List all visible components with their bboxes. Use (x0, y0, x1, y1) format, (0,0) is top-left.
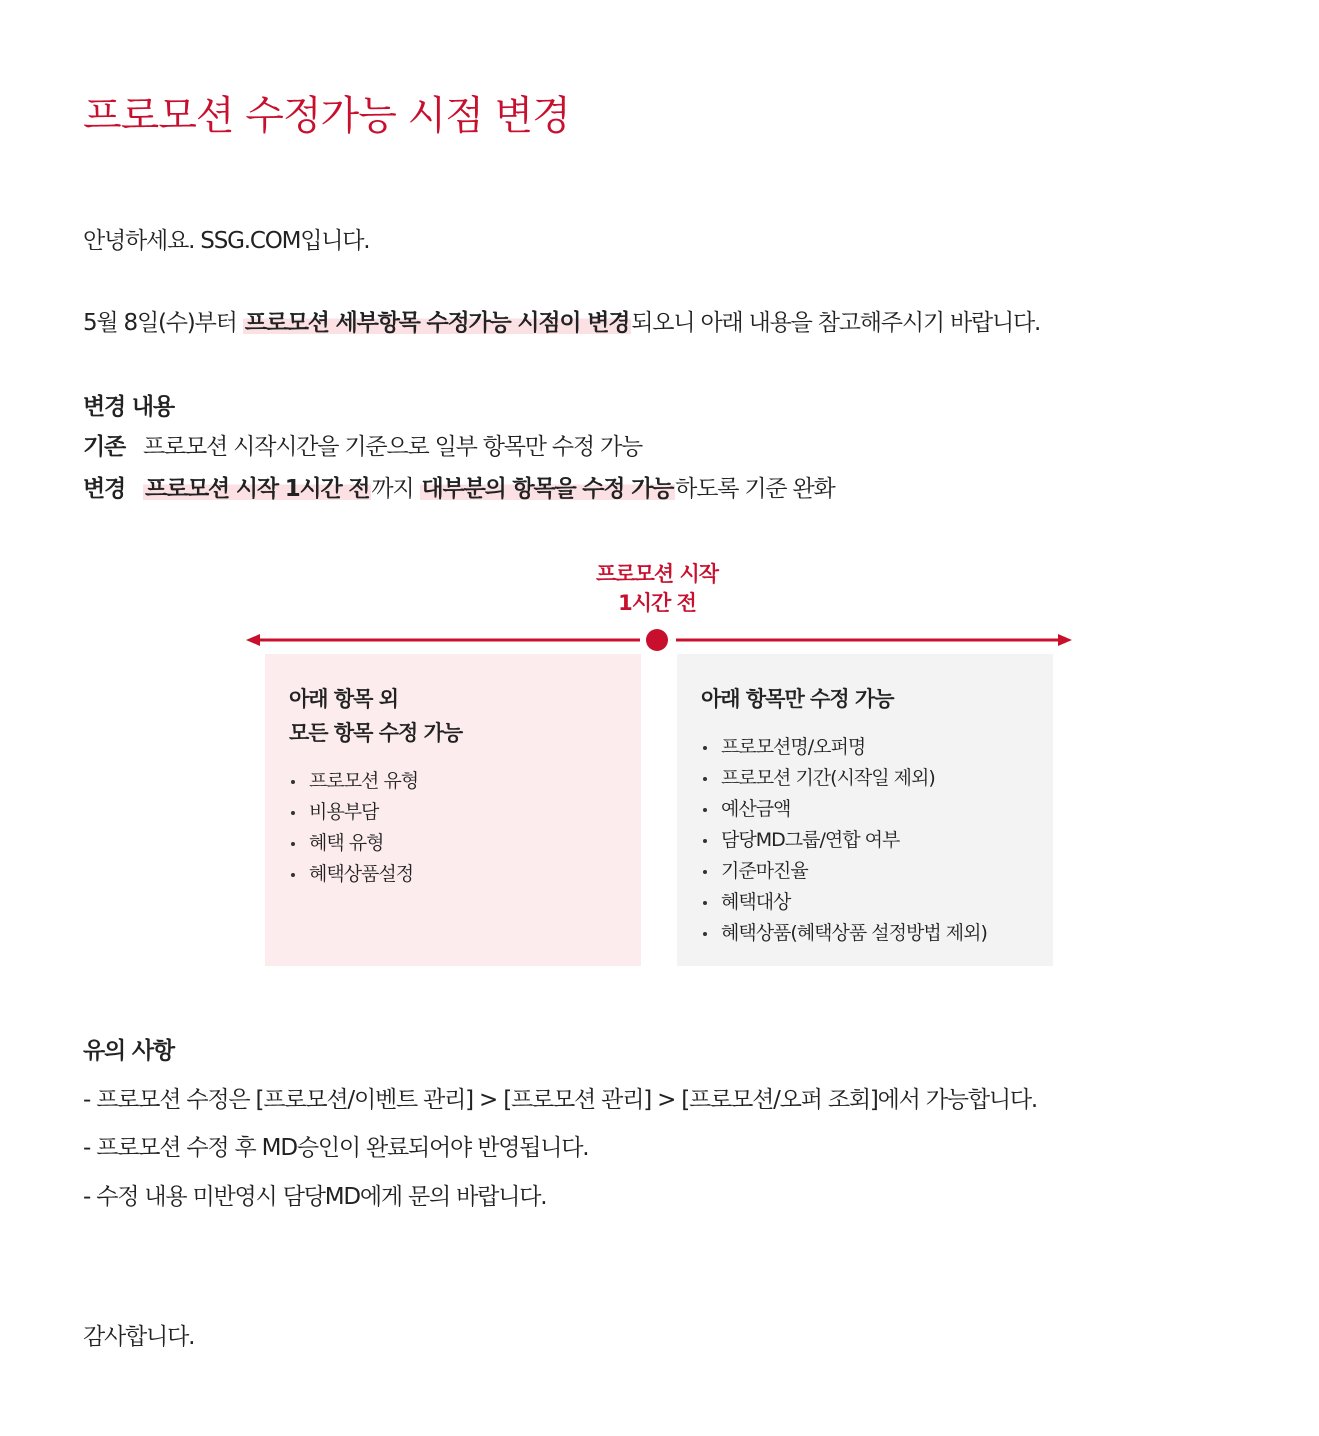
list-item: 프로모션명/오퍼명 (701, 732, 1029, 763)
notes-heading: 유의 사항 (83, 1038, 174, 1064)
list-item: 혜택상품설정 (289, 859, 617, 890)
intro-highlight: 프로모션 세부항목 수정가능 시점이 변경 (244, 310, 630, 336)
page-title: 프로모션 수정가능 시점 변경 (83, 93, 570, 139)
list-item: 혜택 유형 (289, 828, 617, 859)
editable-only-box (677, 654, 1053, 966)
before-text: 프로모션 시작시간을 기준으로 일부 항목만 수정 가능 (143, 434, 643, 460)
after-label: 변경 (83, 476, 126, 502)
intro-prefix: 5월 8일(수)부터 (83, 310, 243, 336)
note-item: - 프로모션 수정은 [프로모션/이벤트 관리] > [프로모션 관리] > [프로모션/오퍼 조회]에서 가능합니다. (83, 1087, 1037, 1113)
list-item: 혜택대상 (701, 887, 1029, 918)
before-label: 기존 (83, 434, 126, 460)
list-item: 예산금액 (701, 794, 1029, 825)
editable-all-box (265, 654, 641, 966)
right-box-title-text: 아래 항목만 수정 가능 (701, 687, 894, 711)
after-highlight-1: 프로모션 시작 1시간 전 (145, 476, 370, 502)
closing-text: 감사합니다. (83, 1324, 195, 1350)
note-item: - 프로모션 수정 후 MD승인이 완료되어야 반영됩니다. (83, 1135, 589, 1161)
timeline-dot (646, 629, 668, 651)
greeting-text: 안녕하세요. SSG.COM입니다. (83, 228, 370, 254)
change-row-after (83, 470, 835, 503)
right-box-title (701, 682, 1029, 716)
left-box-title-line1: 아래 항목 외 (289, 687, 399, 711)
left-arrowhead-icon (246, 634, 260, 646)
change-row-before (83, 428, 642, 461)
timeline-marker-label (557, 560, 757, 618)
list-item: 혜택상품(혜택상품 설정방법 제외) (701, 918, 1029, 949)
intro-paragraph (83, 304, 1040, 337)
list-item: 비용부담 (289, 797, 617, 828)
left-box-list (289, 766, 617, 890)
right-arrowhead-icon (1058, 634, 1072, 646)
after-suffix: 하도록 기준 완화 (675, 476, 835, 502)
timeline-arrow (246, 628, 1072, 652)
list-item: 담당MD그룹/연합 여부 (701, 825, 1029, 856)
changes-heading: 변경 내용 (83, 394, 174, 420)
after-highlight-2: 대부분의 항목을 수정 가능 (421, 476, 674, 502)
marker-label-line1: 프로모션 시작 (595, 562, 719, 586)
list-item: 기준마진율 (701, 856, 1029, 887)
note-item: - 수정 내용 미반영시 담당MD에게 문의 바랍니다. (83, 1184, 547, 1210)
right-box-list (701, 732, 1029, 949)
after-mid: 까지 (371, 476, 420, 502)
list-item: 프로모션 유형 (289, 766, 617, 797)
list-item: 프로모션 기간(시작일 제외) (701, 763, 1029, 794)
left-box-title (289, 682, 617, 750)
left-box-title-line2: 모든 항목 수정 가능 (289, 721, 463, 745)
intro-suffix: 되오니 아래 내용을 참고해주시기 바랍니다. (631, 310, 1041, 336)
marker-label-line2: 1시간 전 (618, 591, 696, 615)
